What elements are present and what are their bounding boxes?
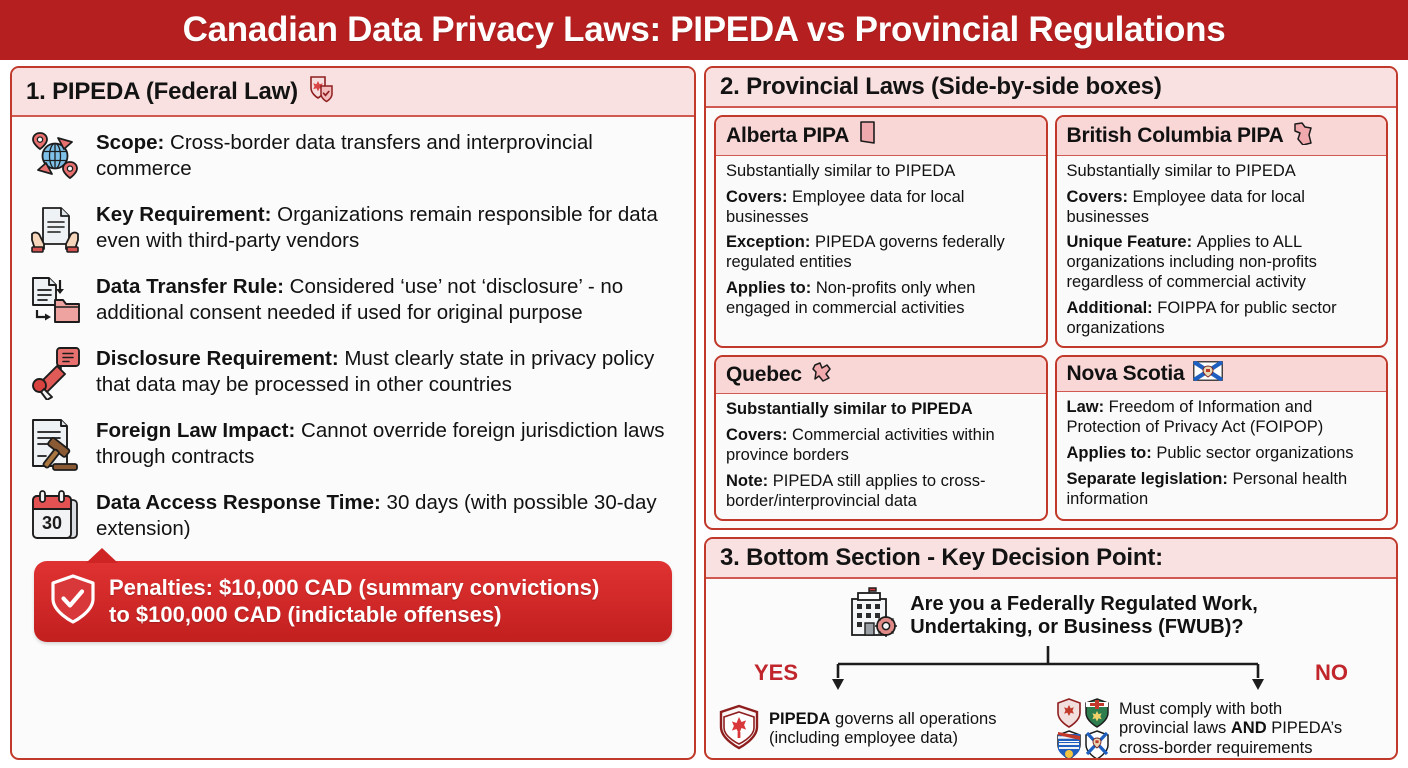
province-line-label: Covers: [1066,187,1133,206]
list-item-body: Cannot override foreign jurisdiction laws through contracts [96,419,665,468]
list-item-text [96,415,680,470]
crest-nova-scotia-icon [1084,730,1110,760]
provincial-row-2 [714,355,1388,521]
province-box-alberta [714,115,1048,348]
province-box-nova-scotia [1055,355,1389,521]
province-line-text: Freedom of Information and Protection of Privacy Act (FOIPOP) [1066,398,1324,437]
province-line [726,400,1036,420]
outcome-no-line3: cross-border requirements [1119,739,1313,758]
province-box-body [1057,156,1387,346]
province-box-header [1057,357,1387,392]
right-column [704,66,1398,760]
shield-check-icon [50,574,96,629]
canada-shield-check-icon [306,73,336,110]
list-item-text [96,199,680,254]
outcome-yes [718,698,1046,760]
penalties-line-2: to $100,000 CAD (indictable offenses) [109,601,502,627]
section2-header [706,68,1396,108]
globe-location-transfer-icon [26,127,84,185]
province-line [1067,444,1377,464]
canada-maple-shield-icon [718,704,760,755]
province-line-text: Substantially similar to PIPEDA [1066,162,1296,180]
quebec-outline-icon [810,361,834,389]
section3-heading: 3. Bottom Section - Key Decision Point: [720,544,1163,572]
province-line [726,162,1036,182]
province-line [1067,188,1377,228]
section1-body [12,117,694,758]
pipeda-feature-list [26,127,680,545]
decision-question [910,593,1258,639]
crest-ontario-icon [1084,698,1110,728]
list-item-text [96,487,680,542]
outcome-yes-line2: (including employee data) [769,729,958,748]
province-box-body [716,156,1046,327]
section3-body [706,579,1396,760]
page-title: Canadian Data Privacy Laws: PIPEDA vs Provincial Regulations [182,10,1226,49]
page-title-bar [0,0,1408,60]
penalties-callout [34,561,672,642]
list-item [26,127,680,185]
province-line-label: Additional: [1066,298,1158,317]
province-line [1067,233,1377,292]
province-line-label: Covers: [726,187,793,206]
province-line [726,233,1036,273]
province-line-text: PIPEDA governs federally regulated entities [726,233,1005,272]
province-title: Quebec [726,363,802,387]
section-provincial-laws [704,66,1398,530]
province-line [726,188,1036,228]
list-item [26,487,680,545]
list-item-label: Foreign Law Impact: [96,419,302,442]
document-to-folder-icon [26,271,84,329]
section1-header [12,68,694,117]
province-line [1067,299,1377,339]
province-line-text: Commercial activities within province borders [726,426,995,464]
province-line-label: Applies to: [726,278,816,297]
province-line [1067,162,1377,182]
list-item-body: Organizations remain responsible for data even with third-party vendors [96,203,658,252]
province-line [1067,470,1377,510]
list-item [26,415,680,473]
province-line-label: Note: [726,471,773,490]
province-box-body [1057,392,1387,517]
penalties-line-1: Penalties: $10,000 CAD (summary convictions) [109,574,600,600]
question-line-1: Are you a Federally Regulated Work, [910,592,1258,615]
section2-body [706,108,1396,528]
section3-header [706,539,1396,579]
province-line-label: Applies to: [1066,443,1157,462]
list-item-body: Cross-border data transfers and interprovincial commerce [96,131,593,180]
calendar-30-icon [26,487,84,545]
province-box-header [716,117,1046,156]
no-label: NO [1315,660,1348,686]
list-item-body: Considered ‘use’ not ‘disclosure’ - no additional consent needed if used for original purpose [96,275,624,324]
province-line [726,279,1036,319]
content-area [0,60,1408,768]
province-line-text: FOIPPA for public sector organizations [1066,298,1337,337]
list-item-label: Disclosure Requirement: [96,347,345,370]
province-line-label: Unique Feature: [1066,233,1197,252]
province-box-header [1057,117,1387,156]
province-title: British Columbia PIPA [1066,124,1284,147]
outcome-no-line1: Must comply with both [1119,699,1283,718]
outcome-yes-text [769,710,996,750]
branch-lines [718,646,1378,696]
british-columbia-outline-icon [1292,121,1314,151]
decision-branch-connector [718,646,1384,696]
list-item [26,271,680,329]
penalties-banner [34,561,672,642]
province-line-text: Applies to ALL organizations including non-profits regardless of commercial activity [1066,233,1317,291]
province-line-label: Covers: [726,426,793,445]
province-box-british-columbia [1055,115,1389,348]
outcome-no [1056,698,1384,760]
decision-outcomes [718,698,1384,760]
province-line [726,472,1036,512]
province-title: Alberta PIPA [726,124,850,147]
penalties-text [109,575,599,629]
list-item [26,343,680,401]
svg-text:30: 30 [41,513,63,533]
province-line-label: Separate legislation: [1066,469,1233,488]
alberta-outline-icon [857,121,877,151]
list-item-body: Must clearly state in privacy policy that data may be processed in other countries [96,347,655,396]
left-column [10,66,696,760]
province-line [726,426,1036,466]
list-item [26,199,680,257]
government-building-gear-icon [844,587,900,644]
list-item-body: 30 days (with possible 30-day extension) [96,491,657,540]
outcome-no-line2-post: PIPEDA’s [1266,719,1343,738]
crest-canada-icon [1056,698,1082,728]
megaphone-announcement-icon [26,343,84,401]
outcome-no-line2-bold: AND [1230,719,1267,738]
crest-british-columbia-icon [1056,730,1082,760]
province-line-text: Employee data for local businesses [726,187,965,226]
provincial-row-1 [714,115,1388,348]
outcome-yes-line1: governs all operations [830,709,997,728]
section1-heading: 1. PIPEDA (Federal Law) [26,77,298,105]
question-line-2: Undertaking, or Business (FWUB)? [910,615,1244,638]
outcome-no-line2-pre: provincial laws [1119,719,1231,738]
section2-heading: 2. Provincial Laws (Side-by-side boxes) [720,73,1162,100]
yes-label: YES [754,660,799,686]
province-line-text: Employee data for local businesses [1066,187,1305,226]
list-item-label: Scope: [96,131,171,154]
list-item-label: Key Requirement: [96,203,278,226]
province-title: Nova Scotia [1066,362,1185,386]
province-line [1067,398,1377,438]
section-key-decision-point [704,537,1398,760]
list-item-label: Data Transfer Rule: [96,275,290,298]
province-line-text: PIPEDA still applies to cross-border/interprovincial data [726,471,986,510]
province-line-label: Law: [1066,398,1109,417]
list-item-text [96,343,680,398]
province-line-text: Substantially similar to PIPEDA [726,400,973,419]
province-line-text: Non-profits only when engaged in commercial activities [726,278,976,317]
province-line-text: Public sector organizations [1156,443,1354,462]
hands-holding-document-icon [26,199,84,257]
callout-pointer [86,548,118,563]
nova-scotia-flag-icon [1193,361,1223,387]
decision-question-row [718,587,1384,644]
provincial-crests-icon [1056,698,1110,760]
outcome-no-text [1119,700,1342,759]
province-box-header [716,357,1046,394]
section-pipeda-federal-law [10,66,696,760]
list-item-label: Data Access Response Time: [96,491,387,514]
list-item-text [96,271,680,326]
gavel-document-icon [26,415,84,473]
outcome-yes-lead: PIPEDA [769,709,831,728]
province-line-label: Exception: [726,233,815,252]
province-line-text: Substantially similar to PIPEDA [726,162,956,180]
province-box-body [716,394,1046,519]
list-item-text [96,127,680,182]
province-box-quebec [714,355,1048,521]
province-line-text: Personal health information [1066,469,1348,508]
